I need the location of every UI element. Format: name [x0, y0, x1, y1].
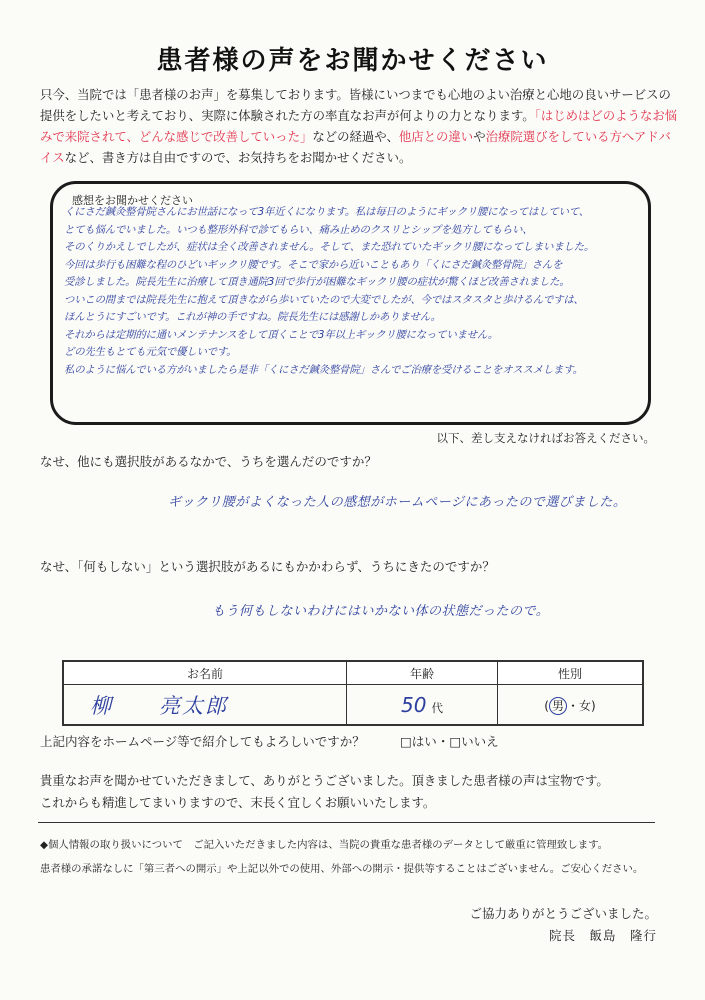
divider: [38, 822, 655, 823]
gender-male-circled: 男: [549, 697, 567, 715]
review-line: ほんとうにすごいです。これが神の手ですね。院長先生には感謝しかありません。: [64, 311, 441, 323]
gender-header: 性別: [498, 661, 644, 685]
thanks-paragraph: [40, 770, 670, 814]
review-line: そのくりかえしでしたが、症状は全く改善されません。そして、また恐れていたギックリ腰になってしまいました。: [64, 241, 595, 253]
review-line: くにさだ鍼灸整骨院さんにお世話になって3年近くになります。私は毎日のようにギックリ腰になってはしていて、: [64, 206, 589, 218]
closing-text: ご協力ありがとうございました。: [469, 906, 657, 921]
intro-highlight-2: 他店との違い: [398, 129, 474, 144]
age-cell: [347, 685, 498, 726]
info-table: [62, 660, 644, 726]
intro-paragraph: [40, 84, 680, 168]
consent-options: [400, 732, 499, 750]
privacy-line: 患者様の承諾なしに「第三者への開示」や上記以外での使用、外部への開示・提供等することはございません。ご安心ください。: [40, 863, 644, 875]
review-line: 私のように悩んでいる方がいましたら是非「くにさだ鍼灸整骨院」さんでご治療を受けることをオススメします。: [64, 363, 583, 376]
intro-highlight-3: 治療院選びをしている方へアドバイス: [40, 129, 671, 165]
consent-question: 上記内容をホームページ等で紹介してもよろしいですか？: [40, 734, 365, 749]
gender-female: 女: [579, 698, 592, 713]
intro-text-3: や: [473, 129, 486, 144]
consent-yes-checkbox[interactable]: □はい: [400, 734, 437, 749]
question-why-come: なせ、「何もしない」という選択肢があるにもかかわらず、うちにきたのですか？: [40, 559, 495, 574]
intro-text-4: など、書き方は自由ですので、お気持ちをお聞かせください。: [64, 150, 412, 165]
privacy-line: ◆個人情報の取り扱いについて ご記入いただきました内容は、当院の貴重な患者様のデータとして厳重に管理致します。: [40, 839, 609, 851]
age-header: 年齢: [347, 661, 498, 685]
review-line: 今回は歩行も困難な程のひどいギックリ腰です。そこで家から近いこともあり「くにさだ鍼灸整骨院」さんを: [64, 258, 563, 271]
name-header: お名前: [63, 661, 347, 685]
answer-why-choose: ギックリ腰がよくなった人の感想がホームページにあったので選びました。: [168, 495, 627, 510]
question-why-choose: なせ、他にも選択肢があるなかで、うちを選んだのですか？: [40, 454, 377, 469]
review-line: ついこの間までは院長先生に抱えて頂きながら歩いていたので大変でしたが、今ではスタスタと歩けるんですは、: [64, 293, 584, 306]
intro-text-2: などの経過や、: [312, 129, 399, 144]
consent-no-checkbox[interactable]: □いいえ: [449, 734, 499, 749]
page-title: 患者様の声をお聞かせください: [156, 46, 549, 76]
name-cell: [63, 685, 347, 726]
review-box-label: 感想をお聞かせください: [72, 194, 193, 207]
gender-paren-open: (: [544, 698, 549, 713]
review-line: それからは定期的に通いメンテナンスをして頂くことで3年以上ギックリ腰になっていません。: [64, 328, 498, 341]
gender-paren-close: ): [591, 698, 596, 713]
privacy-notice: [40, 833, 670, 881]
gender-separator: ・: [566, 698, 579, 713]
name-value: 柳 亮太郎: [90, 693, 228, 718]
review-text: [64, 204, 649, 379]
age-unit: 代: [431, 700, 444, 715]
intro-text-1: 只今、当院では「患者様のお声」を募集しております。皆様にいつまでも心地のよい治療と心地の良いサービスの提供をしたいと考えており、実際に体験された方の率直なお声が何よりの力となります。: [40, 87, 671, 123]
intro-highlight-1: 「はじめはどのようなお悩みで来院されて、どんな感じで改善していった」: [40, 108, 678, 144]
optional-note: 以下、差し支えなければお答えください。: [436, 431, 655, 445]
review-line: とても悩んでいました。いつも整形外科で診てもらい、痛み止めのクスリとシップを処方してもらい、: [64, 223, 533, 236]
age-value: 50: [400, 692, 427, 717]
review-line: どの先生もとても元気で優しいです。: [64, 346, 237, 358]
thanks-line: これからも精進してまいりますので、末長く宜しくお願いいたします。: [40, 795, 436, 810]
gender-cell: [498, 685, 644, 726]
signature: 院長 飯島 隆行: [548, 928, 657, 943]
review-line: 受診しました。院長先生に治療して頂き通院3回で歩行が困難なギックリ腰の症状が驚くほど改善されました。: [64, 276, 570, 288]
consent-separator: ・: [436, 734, 450, 749]
thanks-line: 貴重なお声を聞かせていただきまして、ありがとうございました。頂きました患者様の声は宝物です。: [40, 773, 609, 788]
answer-why-come: もう何もしないわけにはいかない体の状態だったので。: [212, 604, 550, 619]
